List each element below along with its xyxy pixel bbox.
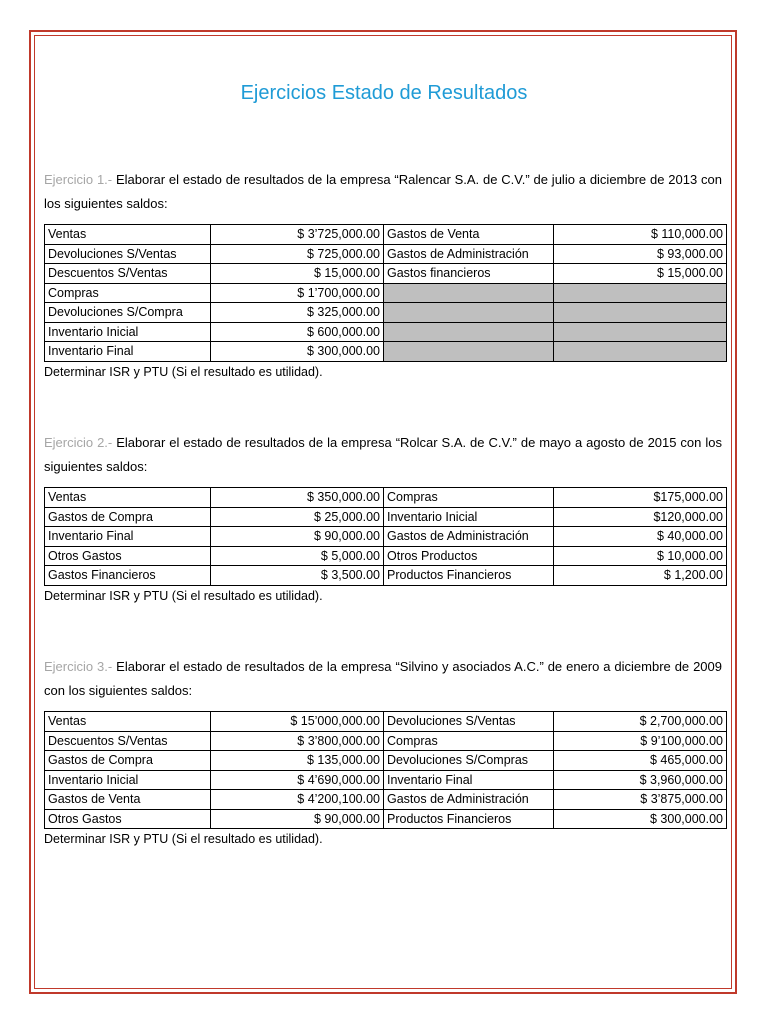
table-row (45, 322, 727, 342)
account-name: Compras (45, 283, 211, 303)
table-row (45, 507, 727, 527)
account-name: Inventario Inicial (384, 507, 554, 527)
account-amount: $ 1,200.00 (554, 566, 727, 586)
account-name: Devoluciones S/Compras (384, 751, 554, 771)
account-name: Ventas (45, 712, 211, 732)
exercise-intro (44, 431, 722, 479)
account-amount: $ 3’800,000.00 (211, 731, 384, 751)
account-amount: $ 4’200,100.00 (211, 790, 384, 810)
page-title: Ejercicios Estado de Resultados (240, 82, 528, 104)
empty-cell (384, 283, 554, 303)
account-name: Gastos de Compra (45, 507, 211, 527)
exercise-text: Elaborar el estado de resultados de la empresa “Rolcar S.A. de C.V.” de mayo a agosto de 2015 con los siguientes saldos: (44, 435, 722, 474)
table-row (45, 751, 727, 771)
account-name: Otros Gastos (45, 546, 211, 566)
account-name: Inventario Final (45, 342, 211, 362)
account-name: Gastos de Venta (384, 225, 554, 245)
account-name: Descuentos S/Ventas (45, 264, 211, 284)
exercise-intro (44, 168, 722, 216)
account-amount: $ 15’000,000.00 (211, 712, 384, 732)
table-row (45, 264, 727, 284)
account-amount: $ 350,000.00 (211, 488, 384, 508)
account-name: Compras (384, 488, 554, 508)
account-amount: $ 3’725,000.00 (211, 225, 384, 245)
table-row (45, 225, 727, 245)
account-amount: $ 110,000.00 (554, 225, 727, 245)
table-row (45, 566, 727, 586)
table-row (45, 770, 727, 790)
account-name: Productos Financieros (384, 566, 554, 586)
account-name: Inventario Inicial (45, 322, 211, 342)
account-amount: $ 2,700,000.00 (554, 712, 727, 732)
table-row (45, 283, 727, 303)
exercise-label: Ejercicio 3.- (44, 659, 113, 674)
empty-cell (554, 342, 727, 362)
exercise-text: Elaborar el estado de resultados de la empresa “Silvino y asociados A.C.” de enero a diciembre de 2009 con los siguientes saldos: (44, 659, 722, 698)
table-row (45, 809, 727, 829)
table-row (45, 527, 727, 547)
account-name: Inventario Final (384, 770, 554, 790)
account-amount: $ 3,500.00 (211, 566, 384, 586)
account-amount: $ 725,000.00 (211, 244, 384, 264)
account-amount: $ 3’875,000.00 (554, 790, 727, 810)
exercise-2 (44, 431, 722, 603)
account-amount: $ 5,000.00 (211, 546, 384, 566)
exercise-note: Determinar ISR y PTU (Si el resultado es utilidad). (44, 832, 323, 846)
account-name: Gastos de Administración (384, 527, 554, 547)
account-amount: $120,000.00 (554, 507, 727, 527)
account-name: Otros Productos (384, 546, 554, 566)
table-row (45, 244, 727, 264)
account-name: Gastos Financieros (45, 566, 211, 586)
account-name: Gastos de Administración (384, 790, 554, 810)
account-name: Inventario Final (45, 527, 211, 547)
account-amount: $ 10,000.00 (554, 546, 727, 566)
account-amount: $ 600,000.00 (211, 322, 384, 342)
exercise-1 (44, 168, 722, 379)
account-amount: $ 15,000.00 (554, 264, 727, 284)
balances-table (44, 711, 727, 829)
table-row (45, 303, 727, 323)
account-name: Ventas (45, 225, 211, 245)
account-name: Devoluciones S/Ventas (384, 712, 554, 732)
exercise-3 (44, 655, 722, 846)
account-amount: $175,000.00 (554, 488, 727, 508)
account-amount: $ 325,000.00 (211, 303, 384, 323)
exercise-note: Determinar ISR y PTU (Si el resultado es utilidad). (44, 588, 323, 603)
exercise-note: Determinar ISR y PTU (Si el resultado es utilidad). (44, 364, 323, 379)
account-name: Descuentos S/Ventas (45, 731, 211, 751)
account-name: Gastos de Compra (45, 751, 211, 771)
account-amount: $ 135,000.00 (211, 751, 384, 771)
empty-cell (554, 283, 727, 303)
exercise-text: Elaborar el estado de resultados de la empresa “Ralencar S.A. de C.V.” de julio a diciembre de 2013 con los siguientes saldos: (44, 172, 722, 211)
empty-cell (554, 322, 727, 342)
account-amount: $ 90,000.00 (211, 527, 384, 547)
empty-cell (384, 342, 554, 362)
account-amount: $ 40,000.00 (554, 527, 727, 547)
account-amount: $ 15,000.00 (211, 264, 384, 284)
account-name: Gastos de Venta (45, 790, 211, 810)
account-amount: $ 300,000.00 (554, 809, 727, 829)
account-name: Productos Financieros (384, 809, 554, 829)
account-amount: $ 25,000.00 (211, 507, 384, 527)
account-amount: $ 1’700,000.00 (211, 283, 384, 303)
table-row (45, 731, 727, 751)
account-name: Gastos de Administración (384, 244, 554, 264)
balances-table (44, 224, 727, 362)
account-amount: $ 9’100,000.00 (554, 731, 727, 751)
account-amount: $ 90,000.00 (211, 809, 384, 829)
account-amount: $ 3,960,000.00 (554, 770, 727, 790)
empty-cell (554, 303, 727, 323)
account-amount: $ 465,000.00 (554, 751, 727, 771)
account-name: Otros Gastos (45, 809, 211, 829)
exercise-intro (44, 655, 722, 703)
table-row (45, 712, 727, 732)
account-amount: $ 300,000.00 (211, 342, 384, 362)
exercise-label: Ejercicio 1.- (44, 172, 113, 187)
account-name: Gastos financieros (384, 264, 554, 284)
table-row (45, 790, 727, 810)
balances-table (44, 487, 727, 586)
account-amount: $ 4’690,000.00 (211, 770, 384, 790)
table-row (45, 488, 727, 508)
table-row (45, 546, 727, 566)
account-amount: $ 93,000.00 (554, 244, 727, 264)
empty-cell (384, 322, 554, 342)
account-name: Inventario Inicial (45, 770, 211, 790)
table-row (45, 342, 727, 362)
account-name: Compras (384, 731, 554, 751)
account-name: Ventas (45, 488, 211, 508)
account-name: Devoluciones S/Compra (45, 303, 211, 323)
empty-cell (384, 303, 554, 323)
account-name: Devoluciones S/Ventas (45, 244, 211, 264)
exercise-label: Ejercicio 2.- (44, 435, 113, 450)
